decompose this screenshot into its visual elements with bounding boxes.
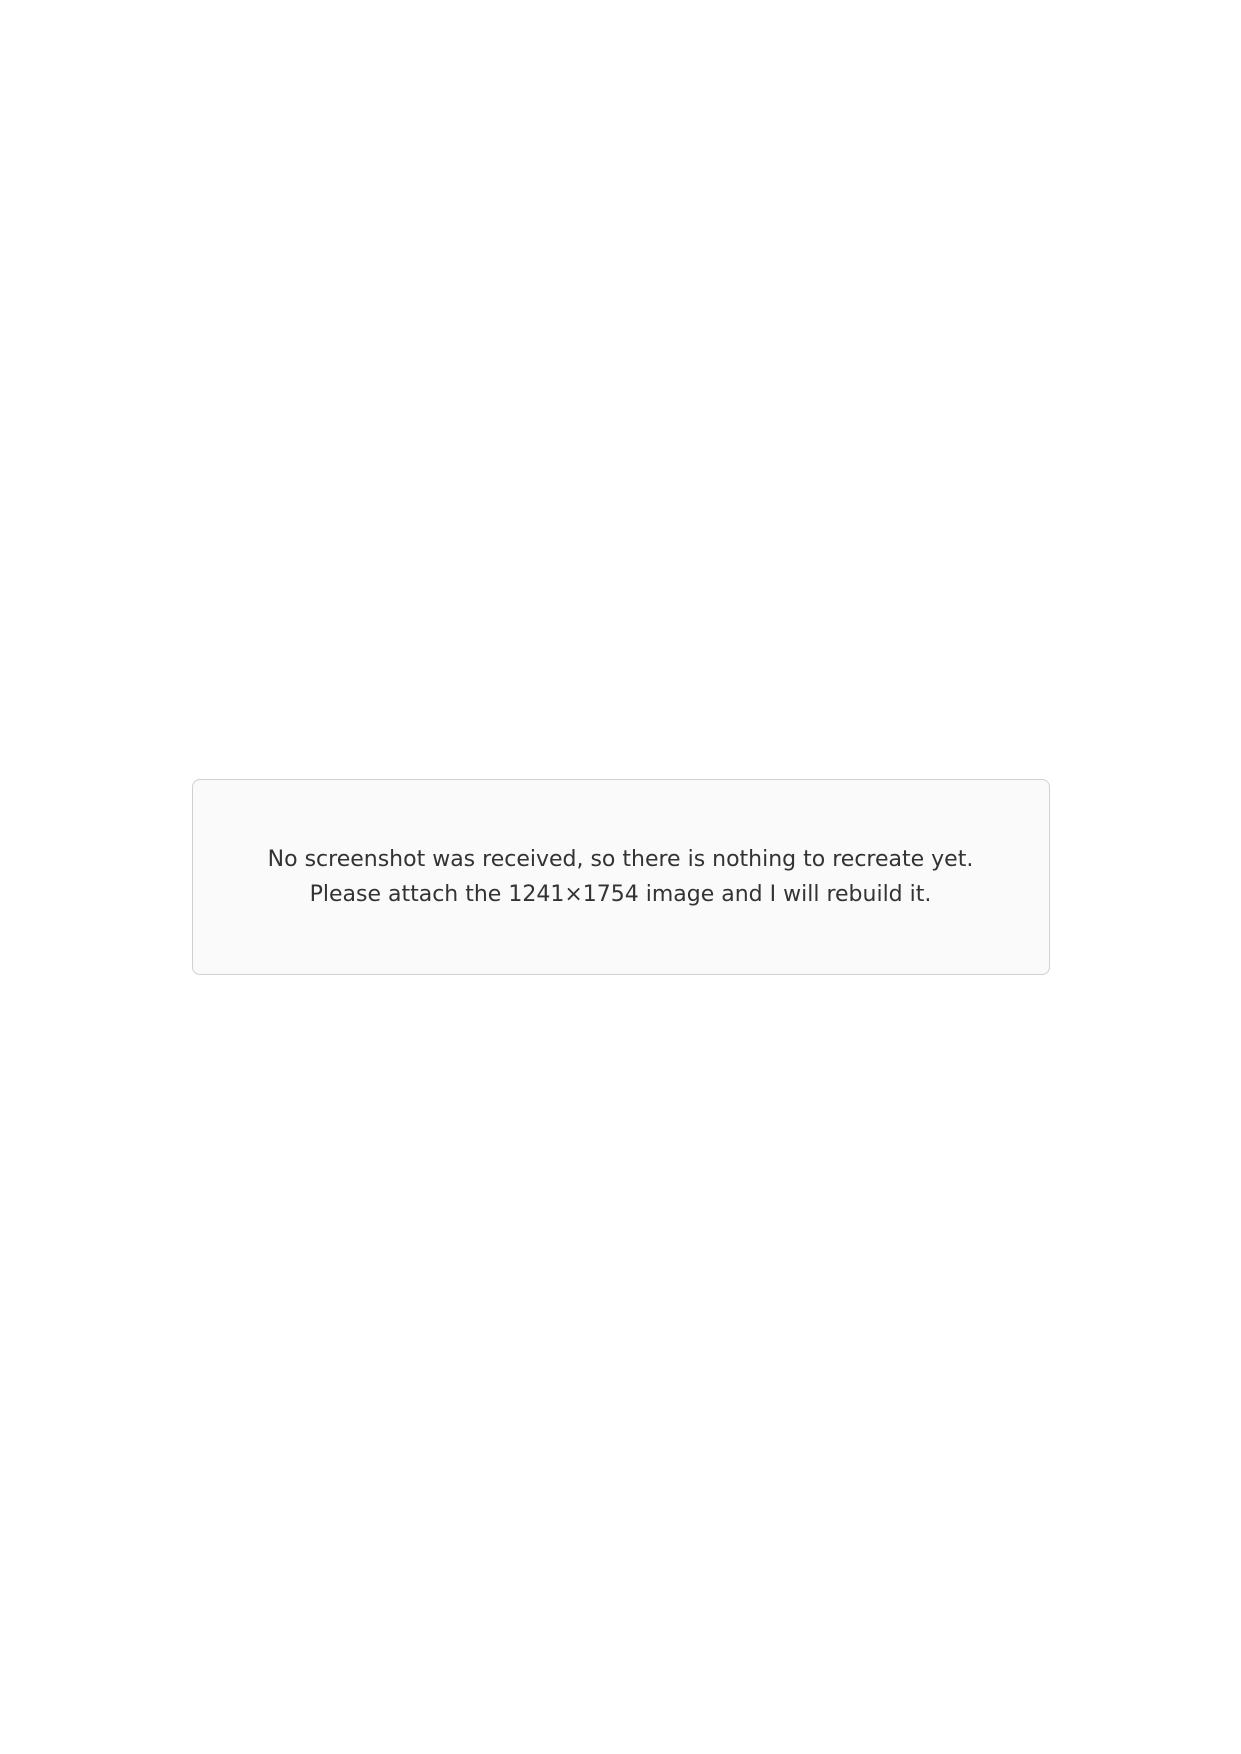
notice-text: No screenshot was received, so there is nothing to recreate yet. Please attach the 1241×1754 image and I will rebuild it.: [267, 846, 974, 907]
missing-image-notice: [192, 779, 1050, 975]
